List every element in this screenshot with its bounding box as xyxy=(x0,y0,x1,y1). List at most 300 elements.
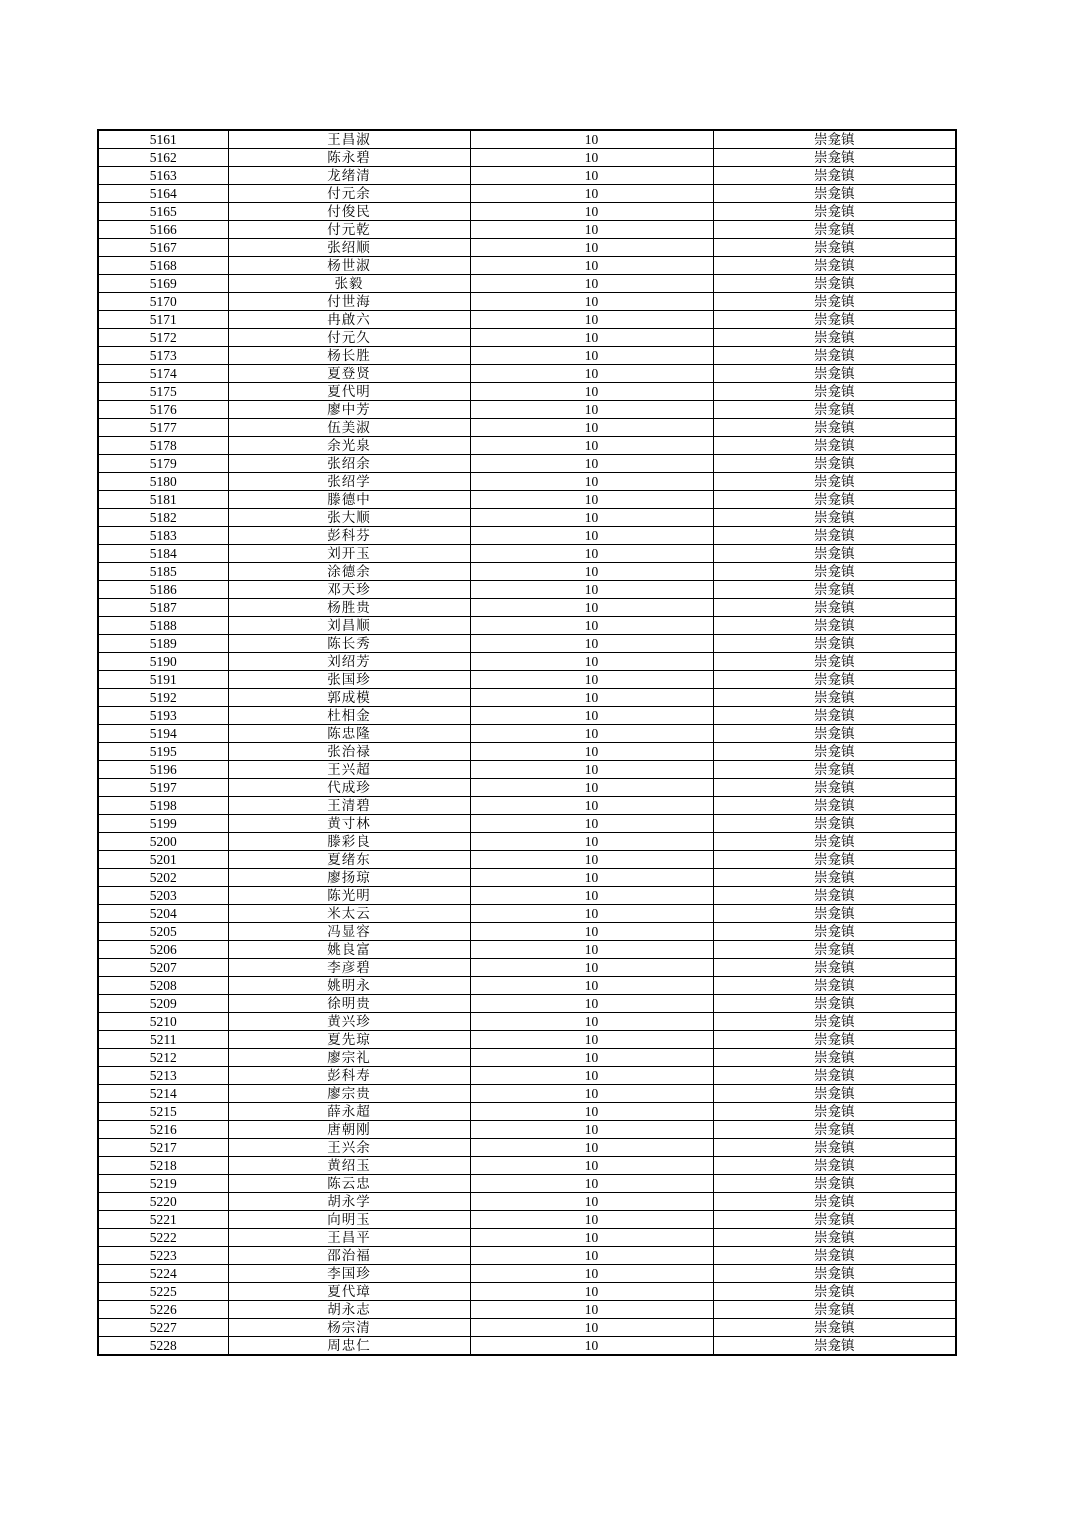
amount-cell: 10 xyxy=(470,725,713,743)
table-row xyxy=(98,563,956,581)
amount-cell: 10 xyxy=(470,1211,713,1229)
amount-cell: 10 xyxy=(470,1229,713,1247)
table-row xyxy=(98,311,956,329)
row-number-cell: 5221 xyxy=(98,1211,228,1229)
amount-cell: 10 xyxy=(470,365,713,383)
row-number-cell: 5206 xyxy=(98,941,228,959)
town-cell: 崇龛镇 xyxy=(713,130,956,149)
amount-cell: 10 xyxy=(470,761,713,779)
amount-cell: 10 xyxy=(470,1067,713,1085)
row-number-cell: 5198 xyxy=(98,797,228,815)
table-row xyxy=(98,383,956,401)
town-cell: 崇龛镇 xyxy=(713,743,956,761)
name-cell: 彭科寿 xyxy=(228,1067,470,1085)
name-cell: 夏绪东 xyxy=(228,851,470,869)
row-number-cell: 5190 xyxy=(98,653,228,671)
name-cell: 付元余 xyxy=(228,185,470,203)
amount-cell: 10 xyxy=(470,617,713,635)
amount-cell: 10 xyxy=(470,167,713,185)
table-row xyxy=(98,149,956,167)
name-cell: 杨胜贵 xyxy=(228,599,470,617)
name-cell: 黄绍玉 xyxy=(228,1157,470,1175)
table-row xyxy=(98,1247,956,1265)
town-cell: 崇龛镇 xyxy=(713,599,956,617)
row-number-cell: 5204 xyxy=(98,905,228,923)
name-cell: 刘昌顺 xyxy=(228,617,470,635)
table-row xyxy=(98,761,956,779)
table-row xyxy=(98,869,956,887)
town-cell: 崇龛镇 xyxy=(713,149,956,167)
table-row xyxy=(98,995,956,1013)
amount-cell: 10 xyxy=(470,635,713,653)
row-number-cell: 5220 xyxy=(98,1193,228,1211)
name-cell: 郭成模 xyxy=(228,689,470,707)
amount-cell: 10 xyxy=(470,905,713,923)
amount-cell: 10 xyxy=(470,599,713,617)
table-row xyxy=(98,455,956,473)
town-cell: 崇龛镇 xyxy=(713,545,956,563)
town-cell: 崇龛镇 xyxy=(713,977,956,995)
amount-cell: 10 xyxy=(470,779,713,797)
town-cell: 崇龛镇 xyxy=(713,167,956,185)
amount-cell: 10 xyxy=(470,743,713,761)
amount-cell: 10 xyxy=(470,473,713,491)
row-number-cell: 5226 xyxy=(98,1301,228,1319)
row-number-cell: 5169 xyxy=(98,275,228,293)
table-row xyxy=(98,473,956,491)
amount-cell: 10 xyxy=(470,257,713,275)
table-row xyxy=(98,1031,956,1049)
row-number-cell: 5180 xyxy=(98,473,228,491)
name-cell: 廖宗礼 xyxy=(228,1049,470,1067)
amount-cell: 10 xyxy=(470,527,713,545)
row-number-cell: 5167 xyxy=(98,239,228,257)
name-cell: 付元乾 xyxy=(228,221,470,239)
table-row xyxy=(98,1049,956,1067)
table-row xyxy=(98,1085,956,1103)
town-cell: 崇龛镇 xyxy=(713,419,956,437)
row-number-cell: 5219 xyxy=(98,1175,228,1193)
amount-cell: 10 xyxy=(470,149,713,167)
table-row xyxy=(98,1175,956,1193)
row-number-cell: 5179 xyxy=(98,455,228,473)
row-number-cell: 5189 xyxy=(98,635,228,653)
table-row xyxy=(98,1211,956,1229)
name-cell: 杨宗清 xyxy=(228,1319,470,1337)
name-cell: 夏登贤 xyxy=(228,365,470,383)
amount-cell: 10 xyxy=(470,1103,713,1121)
row-number-cell: 5194 xyxy=(98,725,228,743)
town-cell: 崇龛镇 xyxy=(713,1157,956,1175)
table-row xyxy=(98,130,956,149)
row-number-cell: 5196 xyxy=(98,761,228,779)
amount-cell: 10 xyxy=(470,815,713,833)
table-row xyxy=(98,1265,956,1283)
table-row xyxy=(98,1139,956,1157)
amount-cell: 10 xyxy=(470,1265,713,1283)
row-number-cell: 5168 xyxy=(98,257,228,275)
table-row xyxy=(98,437,956,455)
table-row xyxy=(98,1283,956,1301)
row-number-cell: 5166 xyxy=(98,221,228,239)
name-cell: 廖中芳 xyxy=(228,401,470,419)
name-cell: 夏代璋 xyxy=(228,1283,470,1301)
row-number-cell: 5215 xyxy=(98,1103,228,1121)
row-number-cell: 5183 xyxy=(98,527,228,545)
town-cell: 崇龛镇 xyxy=(713,383,956,401)
name-cell: 冯显容 xyxy=(228,923,470,941)
town-cell: 崇龛镇 xyxy=(713,1193,956,1211)
name-cell: 付世海 xyxy=(228,293,470,311)
town-cell: 崇龛镇 xyxy=(713,203,956,221)
name-cell: 付俊民 xyxy=(228,203,470,221)
row-number-cell: 5173 xyxy=(98,347,228,365)
amount-cell: 10 xyxy=(470,1157,713,1175)
town-cell: 崇龛镇 xyxy=(713,455,956,473)
amount-cell: 10 xyxy=(470,1121,713,1139)
table-row xyxy=(98,545,956,563)
row-number-cell: 5217 xyxy=(98,1139,228,1157)
table-row xyxy=(98,1103,956,1121)
table-row xyxy=(98,743,956,761)
amount-cell: 10 xyxy=(470,563,713,581)
table-row xyxy=(98,599,956,617)
table-row xyxy=(98,275,956,293)
amount-cell: 10 xyxy=(470,455,713,473)
row-number-cell: 5213 xyxy=(98,1067,228,1085)
town-cell: 崇龛镇 xyxy=(713,365,956,383)
amount-cell: 10 xyxy=(470,1319,713,1337)
table-row xyxy=(98,239,956,257)
amount-cell: 10 xyxy=(470,239,713,257)
table-row xyxy=(98,347,956,365)
table-row xyxy=(98,185,956,203)
amount-cell: 10 xyxy=(470,311,713,329)
row-number-cell: 5165 xyxy=(98,203,228,221)
town-cell: 崇龛镇 xyxy=(713,779,956,797)
town-cell: 崇龛镇 xyxy=(713,1283,956,1301)
data-table xyxy=(97,129,957,1356)
row-number-cell: 5227 xyxy=(98,1319,228,1337)
town-cell: 崇龛镇 xyxy=(713,347,956,365)
row-number-cell: 5209 xyxy=(98,995,228,1013)
table-row xyxy=(98,671,956,689)
amount-cell: 10 xyxy=(470,293,713,311)
town-cell: 崇龛镇 xyxy=(713,1265,956,1283)
name-cell: 李彦碧 xyxy=(228,959,470,977)
table-row xyxy=(98,941,956,959)
table-row xyxy=(98,617,956,635)
amount-cell: 10 xyxy=(470,437,713,455)
row-number-cell: 5212 xyxy=(98,1049,228,1067)
name-cell: 陈永碧 xyxy=(228,149,470,167)
name-cell: 姚良富 xyxy=(228,941,470,959)
row-number-cell: 5200 xyxy=(98,833,228,851)
table-row xyxy=(98,1013,956,1031)
table-row xyxy=(98,221,956,239)
name-cell: 张大顺 xyxy=(228,509,470,527)
table-row xyxy=(98,689,956,707)
amount-cell: 10 xyxy=(470,923,713,941)
town-cell: 崇龛镇 xyxy=(713,275,956,293)
town-cell: 崇龛镇 xyxy=(713,1031,956,1049)
amount-cell: 10 xyxy=(470,1049,713,1067)
row-number-cell: 5172 xyxy=(98,329,228,347)
name-cell: 杨长胜 xyxy=(228,347,470,365)
town-cell: 崇龛镇 xyxy=(713,1319,956,1337)
row-number-cell: 5175 xyxy=(98,383,228,401)
name-cell: 滕德中 xyxy=(228,491,470,509)
table-row xyxy=(98,365,956,383)
town-cell: 崇龛镇 xyxy=(713,761,956,779)
table-row xyxy=(98,797,956,815)
table-row xyxy=(98,203,956,221)
amount-cell: 10 xyxy=(470,1031,713,1049)
town-cell: 崇龛镇 xyxy=(713,689,956,707)
amount-cell: 10 xyxy=(470,1013,713,1031)
row-number-cell: 5161 xyxy=(98,130,228,149)
town-cell: 崇龛镇 xyxy=(713,491,956,509)
row-number-cell: 5228 xyxy=(98,1337,228,1356)
amount-cell: 10 xyxy=(470,275,713,293)
table-row xyxy=(98,887,956,905)
row-number-cell: 5223 xyxy=(98,1247,228,1265)
amount-cell: 10 xyxy=(470,833,713,851)
town-cell: 崇龛镇 xyxy=(713,617,956,635)
amount-cell: 10 xyxy=(470,203,713,221)
row-number-cell: 5193 xyxy=(98,707,228,725)
name-cell: 黄寸林 xyxy=(228,815,470,833)
name-cell: 付元久 xyxy=(228,329,470,347)
name-cell: 夏先琼 xyxy=(228,1031,470,1049)
row-number-cell: 5178 xyxy=(98,437,228,455)
town-cell: 崇龛镇 xyxy=(713,1085,956,1103)
name-cell: 张毅 xyxy=(228,275,470,293)
town-cell: 崇龛镇 xyxy=(713,473,956,491)
name-cell: 邓天珍 xyxy=(228,581,470,599)
town-cell: 崇龛镇 xyxy=(713,293,956,311)
town-cell: 崇龛镇 xyxy=(713,1139,956,1157)
row-number-cell: 5174 xyxy=(98,365,228,383)
row-number-cell: 5162 xyxy=(98,149,228,167)
amount-cell: 10 xyxy=(470,1139,713,1157)
name-cell: 张绍顺 xyxy=(228,239,470,257)
row-number-cell: 5211 xyxy=(98,1031,228,1049)
row-number-cell: 5214 xyxy=(98,1085,228,1103)
table-row xyxy=(98,329,956,347)
town-cell: 崇龛镇 xyxy=(713,1301,956,1319)
table-row xyxy=(98,851,956,869)
name-cell: 余光泉 xyxy=(228,437,470,455)
amount-cell: 10 xyxy=(470,545,713,563)
row-number-cell: 5182 xyxy=(98,509,228,527)
town-cell: 崇龛镇 xyxy=(713,311,956,329)
row-number-cell: 5170 xyxy=(98,293,228,311)
row-number-cell: 5205 xyxy=(98,923,228,941)
amount-cell: 10 xyxy=(470,977,713,995)
name-cell: 陈长秀 xyxy=(228,635,470,653)
amount-cell: 10 xyxy=(470,797,713,815)
name-cell: 王兴超 xyxy=(228,761,470,779)
amount-cell: 10 xyxy=(470,653,713,671)
row-number-cell: 5184 xyxy=(98,545,228,563)
row-number-cell: 5185 xyxy=(98,563,228,581)
town-cell: 崇龛镇 xyxy=(713,995,956,1013)
table-row xyxy=(98,1337,956,1356)
town-cell: 崇龛镇 xyxy=(713,1067,956,1085)
row-number-cell: 5216 xyxy=(98,1121,228,1139)
name-cell: 彭科芬 xyxy=(228,527,470,545)
town-cell: 崇龛镇 xyxy=(713,1049,956,1067)
table-row xyxy=(98,401,956,419)
table-row xyxy=(98,167,956,185)
row-number-cell: 5210 xyxy=(98,1013,228,1031)
town-cell: 崇龛镇 xyxy=(713,257,956,275)
town-cell: 崇龛镇 xyxy=(713,437,956,455)
town-cell: 崇龛镇 xyxy=(713,923,956,941)
amount-cell: 10 xyxy=(470,1175,713,1193)
amount-cell: 10 xyxy=(470,581,713,599)
name-cell: 周忠仁 xyxy=(228,1337,470,1356)
table-row xyxy=(98,833,956,851)
amount-cell: 10 xyxy=(470,1085,713,1103)
name-cell: 徐明贵 xyxy=(228,995,470,1013)
town-cell: 崇龛镇 xyxy=(713,563,956,581)
name-cell: 杨世淑 xyxy=(228,257,470,275)
town-cell: 崇龛镇 xyxy=(713,221,956,239)
name-cell: 张绍学 xyxy=(228,473,470,491)
name-cell: 陈云忠 xyxy=(228,1175,470,1193)
name-cell: 张治禄 xyxy=(228,743,470,761)
table-row xyxy=(98,1229,956,1247)
name-cell: 廖扬琼 xyxy=(228,869,470,887)
amount-cell: 10 xyxy=(470,401,713,419)
town-cell: 崇龛镇 xyxy=(713,707,956,725)
table-row xyxy=(98,923,956,941)
name-cell: 冉啟六 xyxy=(228,311,470,329)
town-cell: 崇龛镇 xyxy=(713,509,956,527)
town-cell: 崇龛镇 xyxy=(713,239,956,257)
name-cell: 夏代明 xyxy=(228,383,470,401)
town-cell: 崇龛镇 xyxy=(713,1103,956,1121)
row-number-cell: 5188 xyxy=(98,617,228,635)
table-row xyxy=(98,1121,956,1139)
table-row xyxy=(98,491,956,509)
name-cell: 王清碧 xyxy=(228,797,470,815)
table-row xyxy=(98,527,956,545)
table-row xyxy=(98,977,956,995)
name-cell: 胡永志 xyxy=(228,1301,470,1319)
table-row xyxy=(98,1067,956,1085)
table-row xyxy=(98,1193,956,1211)
amount-cell: 10 xyxy=(470,689,713,707)
row-number-cell: 5201 xyxy=(98,851,228,869)
amount-cell: 10 xyxy=(470,941,713,959)
table-row xyxy=(98,653,956,671)
town-cell: 崇龛镇 xyxy=(713,653,956,671)
town-cell: 崇龛镇 xyxy=(713,1247,956,1265)
name-cell: 向明玉 xyxy=(228,1211,470,1229)
row-number-cell: 5186 xyxy=(98,581,228,599)
town-cell: 崇龛镇 xyxy=(713,1013,956,1031)
table-row xyxy=(98,419,956,437)
row-number-cell: 5225 xyxy=(98,1283,228,1301)
name-cell: 龙绪清 xyxy=(228,167,470,185)
town-cell: 崇龛镇 xyxy=(713,725,956,743)
town-cell: 崇龛镇 xyxy=(713,581,956,599)
table-row xyxy=(98,293,956,311)
table-row xyxy=(98,635,956,653)
amount-cell: 10 xyxy=(470,347,713,365)
row-number-cell: 5163 xyxy=(98,167,228,185)
name-cell: 廖宗贵 xyxy=(228,1085,470,1103)
town-cell: 崇龛镇 xyxy=(713,941,956,959)
town-cell: 崇龛镇 xyxy=(713,1337,956,1356)
name-cell: 米太云 xyxy=(228,905,470,923)
name-cell: 唐朝刚 xyxy=(228,1121,470,1139)
amount-cell: 10 xyxy=(470,1247,713,1265)
row-number-cell: 5171 xyxy=(98,311,228,329)
name-cell: 陈忠隆 xyxy=(228,725,470,743)
name-cell: 张绍余 xyxy=(228,455,470,473)
table-row xyxy=(98,779,956,797)
name-cell: 涂德余 xyxy=(228,563,470,581)
amount-cell: 10 xyxy=(470,383,713,401)
row-number-cell: 5218 xyxy=(98,1157,228,1175)
amount-cell: 10 xyxy=(470,959,713,977)
table-row xyxy=(98,1301,956,1319)
town-cell: 崇龛镇 xyxy=(713,1211,956,1229)
amount-cell: 10 xyxy=(470,851,713,869)
name-cell: 王兴余 xyxy=(228,1139,470,1157)
name-cell: 胡永学 xyxy=(228,1193,470,1211)
town-cell: 崇龛镇 xyxy=(713,635,956,653)
name-cell: 张国珍 xyxy=(228,671,470,689)
amount-cell: 10 xyxy=(470,1337,713,1356)
amount-cell: 10 xyxy=(470,869,713,887)
name-cell: 伍美淑 xyxy=(228,419,470,437)
name-cell: 王昌平 xyxy=(228,1229,470,1247)
amount-cell: 10 xyxy=(470,509,713,527)
amount-cell: 10 xyxy=(470,671,713,689)
amount-cell: 10 xyxy=(470,329,713,347)
table-row xyxy=(98,509,956,527)
name-cell: 黄兴珍 xyxy=(228,1013,470,1031)
town-cell: 崇龛镇 xyxy=(713,959,956,977)
row-number-cell: 5197 xyxy=(98,779,228,797)
town-cell: 崇龛镇 xyxy=(713,869,956,887)
row-number-cell: 5195 xyxy=(98,743,228,761)
row-number-cell: 5177 xyxy=(98,419,228,437)
row-number-cell: 5202 xyxy=(98,869,228,887)
name-cell: 王昌淑 xyxy=(228,130,470,149)
row-number-cell: 5203 xyxy=(98,887,228,905)
row-number-cell: 5191 xyxy=(98,671,228,689)
town-cell: 崇龛镇 xyxy=(713,1229,956,1247)
town-cell: 崇龛镇 xyxy=(713,401,956,419)
name-cell: 邵治福 xyxy=(228,1247,470,1265)
town-cell: 崇龛镇 xyxy=(713,671,956,689)
amount-cell: 10 xyxy=(470,185,713,203)
table-row xyxy=(98,815,956,833)
town-cell: 崇龛镇 xyxy=(713,527,956,545)
amount-cell: 10 xyxy=(470,887,713,905)
name-cell: 代成珍 xyxy=(228,779,470,797)
row-number-cell: 5222 xyxy=(98,1229,228,1247)
table-row xyxy=(98,1157,956,1175)
name-cell: 姚明永 xyxy=(228,977,470,995)
row-number-cell: 5192 xyxy=(98,689,228,707)
